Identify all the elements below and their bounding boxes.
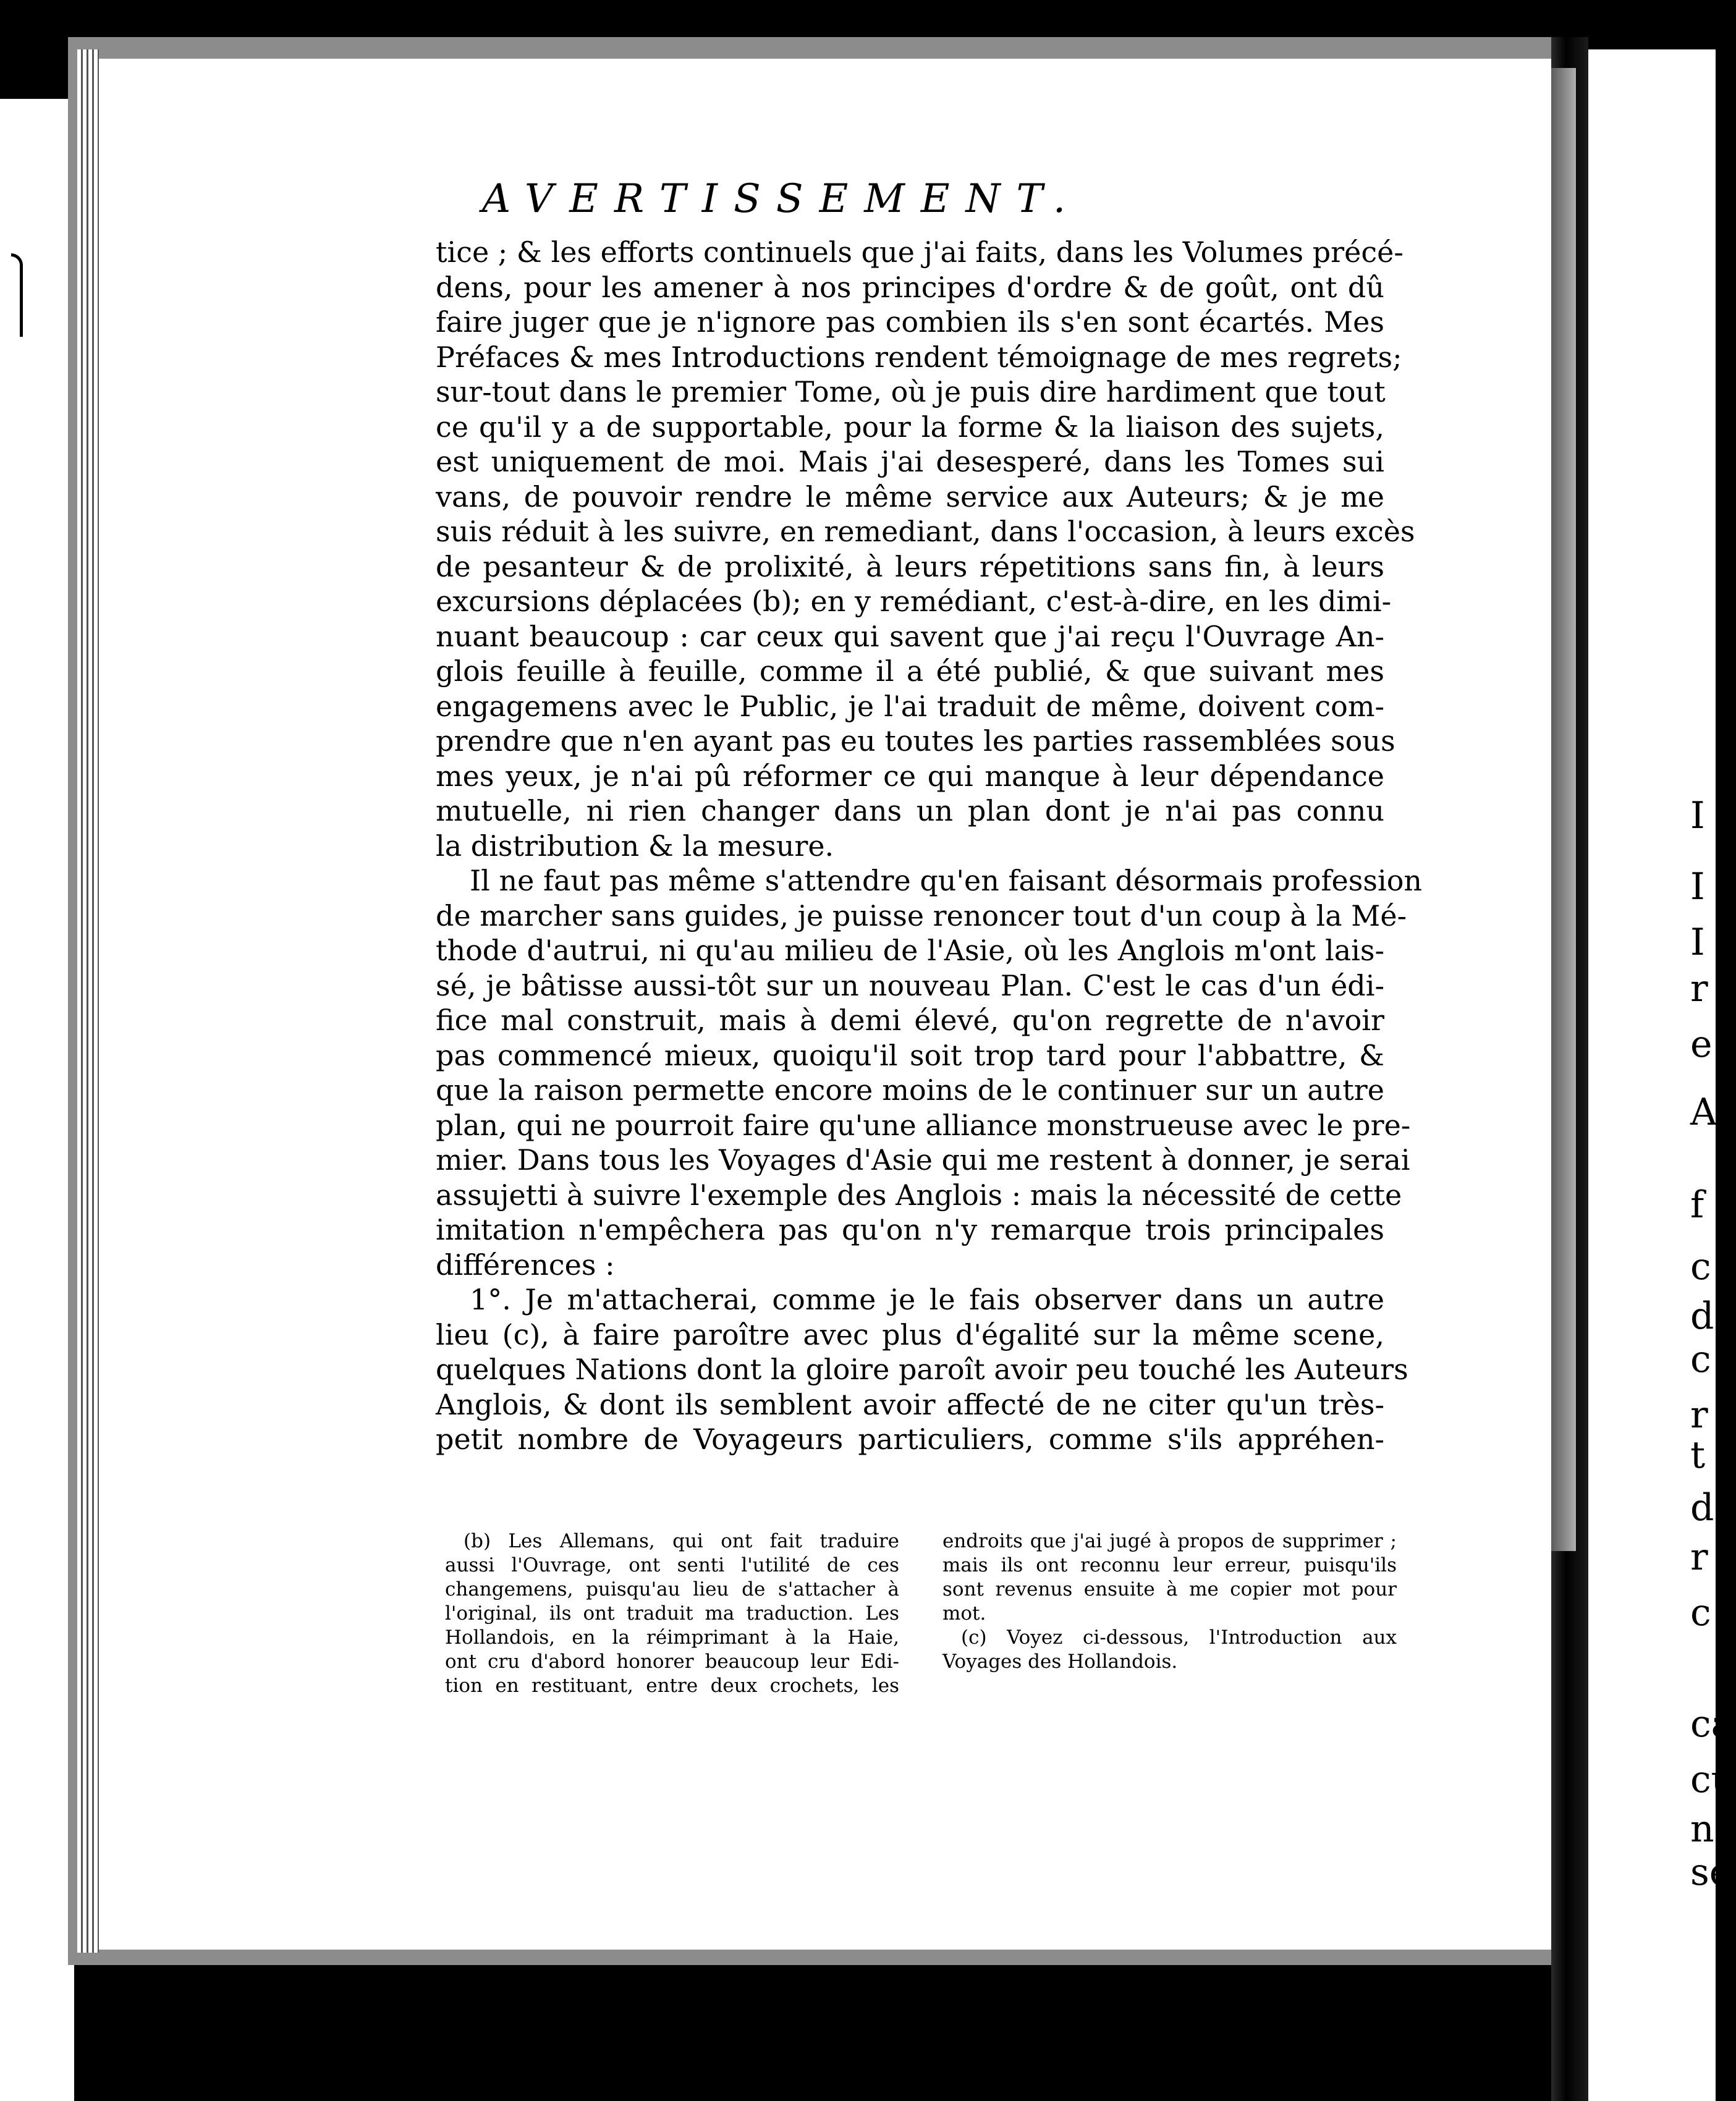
- text-line: quelques Nations dont la gloire paroît avoir peu touché les Auteurs: [436, 1353, 1408, 1386]
- footnote-column-left: [445, 1529, 899, 1698]
- text-line: de pesanteur & de prolixité, à leurs répetitions sans fin, à leurs: [436, 549, 1384, 583]
- text-line: mier. Dans tous les Voyages d'Asie qui me restent à donner, je serai: [436, 1143, 1410, 1177]
- footnote-line: Hollandois, en la réimprimant à la Haie,: [445, 1626, 899, 1649]
- text-line: assujetti à suivre l'exemple des Anglois : mais la nécessité de cette: [436, 1178, 1402, 1212]
- text-line: faire juger que je n'ignore pas combien ils s'en sont écartés. Mes: [436, 305, 1384, 339]
- facing-page-fragment: c: [1690, 1245, 1711, 1288]
- facing-page-fragment: I: [1690, 921, 1705, 964]
- text-line: mutuelle, ni rien changer dans un plan dont je n'ai pas connu: [436, 794, 1384, 827]
- text-line: que la raison permette encore moins de le continuer sur un autre: [436, 1073, 1384, 1107]
- text-line: 1°. Je m'attacherai, comme je le fais observer dans un autre: [470, 1283, 1384, 1316]
- footnote-line: l'original, ils ont traduit ma traduction. Les: [445, 1602, 899, 1625]
- text-line: tice ; & les efforts continuels que j'ai faits, dans les Volumes précé-: [436, 235, 1404, 269]
- facing-page-edge: [1551, 68, 1576, 1551]
- footnote-line: endroits que j'ai jugé à propos de supprimer ;: [942, 1530, 1397, 1552]
- facing-page-fragment: f: [1690, 1183, 1704, 1227]
- text-line: ce qu'il y a de supportable, pour la forme & la liaison des sujets,: [436, 410, 1384, 444]
- footnote-line: (c) Voyez ci-dessous, l'Introduction aux: [961, 1626, 1397, 1649]
- facing-page-fragment: cu: [1690, 1758, 1735, 1801]
- facing-page-fragment: r: [1690, 1536, 1708, 1579]
- text-line: la distribution & la mesure.: [436, 829, 834, 863]
- footnote-line: Voyages des Hollandois.: [942, 1651, 1178, 1673]
- running-head: AVERTISSEMENT.: [482, 176, 1082, 222]
- text-line: Anglois, & dont ils semblent avoir affecté de ne citer qu'un très-: [436, 1387, 1384, 1421]
- paragraph-2: [436, 863, 1423, 1282]
- footnote-column-right: [942, 1529, 1397, 1698]
- footnote-line: ont cru d'abord honorer beaucoup leur Edi-: [445, 1651, 899, 1673]
- text-line: sé, je bâtisse aussi-tôt sur un nouveau Plan. C'est le cas d'un édi-: [436, 968, 1384, 1002]
- text-line: fice mal construit, mais à demi élevé, qu'on regrette de n'avoir: [436, 1004, 1384, 1037]
- text-line: vans, de pouvoir rendre le même service aux Auteurs; & je me: [436, 480, 1384, 514]
- footnotes: [445, 1529, 1400, 1698]
- footnote-line: mais ils ont reconnu leur erreur, puisqu'ils: [942, 1554, 1397, 1576]
- footnote-line: changemens, puisqu'au lieu de s'attacher à: [445, 1578, 899, 1600]
- text-line: est uniquement de moi. Mais j'ai desesperé, dans les Tomes sui: [436, 445, 1384, 478]
- text-line: suis réduit à les suivre, en remediant, dans l'occasion, à leurs excès: [436, 515, 1415, 548]
- facing-page-fragment: r: [1690, 967, 1708, 1010]
- text-line: lieu (c), à faire paroître avec plus d'égalité sur la même scene,: [436, 1317, 1384, 1351]
- text-line: de marcher sans guides, je puisse renoncer tout d'un coup à la Mé-: [436, 898, 1407, 932]
- text-line: petit nombre de Voyageurs particuliers, comme s'ils appréhen-: [436, 1423, 1384, 1456]
- facing-page-fragment: ca: [1690, 1702, 1734, 1746]
- text-line: prendre que n'en ayant pas eu toutes les parties rassemblées sous: [436, 724, 1395, 758]
- facing-page-fragment: A: [1690, 1091, 1717, 1134]
- facing-page-fragment: d: [1690, 1295, 1714, 1338]
- paragraph-1: [436, 235, 1415, 863]
- text-line: imitation n'empêchera pas qu'on n'y remarque trois principales: [436, 1213, 1384, 1246]
- text-line: Préfaces & mes Introductions rendent témoignage de mes regrets;: [436, 340, 1402, 374]
- facing-page-fragment: I: [1690, 865, 1705, 908]
- page-edge-mark: [11, 253, 23, 337]
- text-line: mes yeux, je n'ai pû réformer ce qui manque à leur dépendance: [436, 759, 1384, 793]
- text-line: thode d'autrui, ni qu'au milieu de l'Asie, où les Anglois m'ont lais-: [436, 934, 1384, 967]
- text-line: nuant beaucoup : car ceux qui savent que j'ai reçu l'Ouvrage An-: [436, 619, 1384, 653]
- text-line: excursions déplacées (b); en y remédiant, c'est-à-dire, en les dimi-: [436, 585, 1392, 618]
- footnote-line: mot.: [942, 1602, 986, 1625]
- text-line: sur-tout dans le premier Tome, où je puis dire hardiment que tout: [436, 375, 1386, 408]
- text-line: Il ne faut pas même s'attendre qu'en faisant désormais profession: [470, 864, 1423, 897]
- text-line: engagemens avec le Public, je l'ai traduit de même, doivent com-: [436, 689, 1384, 723]
- main-text: [436, 235, 1423, 1457]
- previous-page-edge: [0, 99, 74, 2101]
- facing-page-fragment: e: [1690, 1023, 1713, 1066]
- facing-page-fragment: I: [1690, 794, 1705, 837]
- text-line: plan, qui ne pourroit faire qu'une alliance monstrueuse avec le pre-: [436, 1108, 1411, 1142]
- facing-page-fragment: r: [1690, 1393, 1708, 1437]
- text-line: différences :: [436, 1248, 615, 1282]
- footnote-line: sont revenus ensuite à me copier mot pour: [942, 1578, 1397, 1600]
- facing-page-fragment: c: [1690, 1591, 1711, 1634]
- facing-page-fragment: ne: [1690, 1807, 1736, 1851]
- text-line: dens, pour les amener à nos principes d'ordre & de goût, ont dû: [436, 270, 1384, 304]
- stacked-page-edges: [77, 49, 99, 1953]
- footnote-line: (b) Les Allemans, qui ont fait traduire: [464, 1530, 899, 1552]
- facing-page-fragment: se: [1690, 1851, 1732, 1894]
- paragraph-3: [436, 1282, 1408, 1457]
- footnote-line: tion en restituant, entre deux crochets, les: [445, 1675, 899, 1697]
- text-line: glois feuille à feuille, comme il a été publié, & que suivant mes: [436, 654, 1384, 688]
- footnote-line: aussi l'Ouvrage, ont senti l'utilité de ces: [445, 1554, 899, 1576]
- facing-page-fragment: d: [1690, 1486, 1714, 1529]
- text-line: pas commencé mieux, quoiqu'il soit trop tard pour l'abbattre, &: [436, 1038, 1384, 1072]
- facing-page-fragment: t: [1690, 1434, 1706, 1477]
- facing-page-fragment: c: [1690, 1338, 1711, 1381]
